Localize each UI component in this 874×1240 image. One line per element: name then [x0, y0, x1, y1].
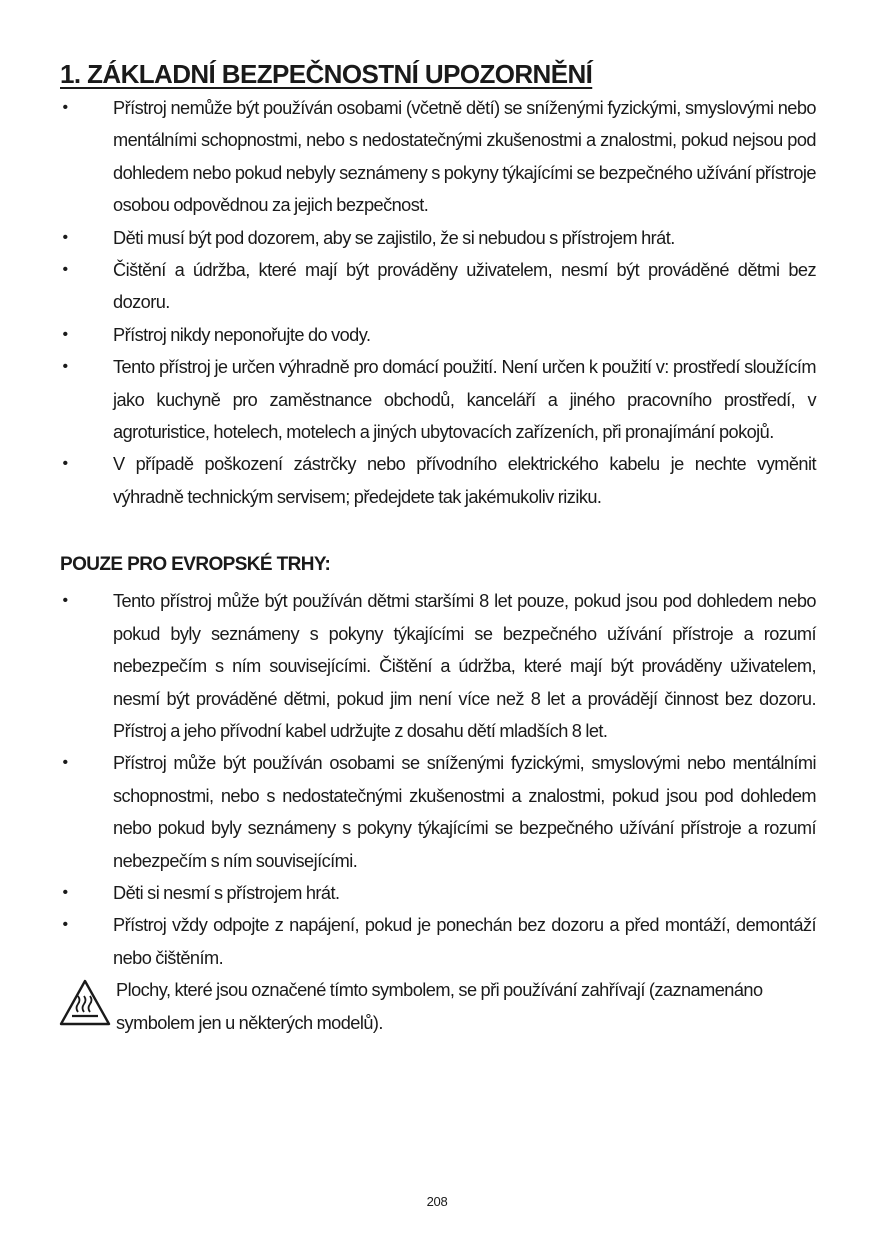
bullet: •	[62, 228, 68, 246]
list-item-text: Čištění a údržba, které mají být prováděny uživatelem, nesmí být prováděné dětmi bez dozoru.	[113, 260, 816, 313]
list-item	[60, 448, 816, 513]
hot-surface-note-text: Plochy, které jsou označené tímto symbolem, se při používání zahřívají (zaznamenáno symbolem jen u některých modelů).	[116, 980, 763, 1033]
page-number: 208	[426, 1194, 448, 1209]
general-safety-list	[60, 92, 816, 513]
list-item-text: Děti musí být pod dozorem, aby se zajistilo, že si nebudou s přístrojem hrát.	[113, 227, 675, 248]
bullet: •	[62, 754, 68, 772]
bullet: •	[62, 916, 68, 934]
hot-surface-warning-icon	[58, 978, 112, 1028]
list-item	[60, 351, 816, 448]
list-item	[60, 254, 816, 319]
eu-markets-title: POUZE PRO EVROPSKÉ TRHY:	[60, 554, 331, 576]
eu-safety-list	[60, 585, 816, 974]
list-item	[60, 222, 816, 254]
section-title: 1. ZÁKLADNÍ BEZPEČNOSTNÍ UPOZORNĚNÍ	[60, 59, 593, 89]
list-item-text: Děti si nesmí s přístrojem hrát.	[113, 882, 340, 903]
bullet: •	[62, 261, 68, 279]
bullet: •	[62, 592, 68, 610]
document-page	[60, 56, 816, 1039]
list-item-text: Přístroj nemůže být používán osobami (včetně dětí) se sníženými fyzickými, smyslovými nebo mentálními schopnostmi, nebo s nedostatečnými zkušenostmi a znalostmi, pokud nejsou pod dohledem nebo pokud nebyly seznámeny s pokyny týkajícími se bezpečného užívání přístroje osobou odpovědnou za jejich bezpečnost.	[113, 98, 816, 216]
list-item	[60, 92, 816, 222]
list-item	[60, 877, 816, 909]
list-item-text: Přístroj vždy odpojte z napájení, pokud je ponechán bez dozoru a před montáží, demontáží nebo čištěním.	[113, 915, 816, 968]
list-item-text: V případě poškození zástrčky nebo přívodního elektrického kabelu je nechte vyměnit výhradně technickým servisem; předejdete tak jakémukoliv riziku.	[113, 454, 816, 507]
list-item	[60, 909, 816, 974]
list-item-text: Tento přístroj může být používán dětmi staršími 8 let pouze, pokud jsou pod dohledem nebo pokud byly seznámeny s pokyny týkajícími se bezpečného užívání přístroje a rozumí nebezpečím s ním souvisejícími. Čištění a údržba, které mají být prováděny uživatelem, nesmí být prováděné dětmi, pokud jim není více než 8 let a provádějí činnost bez dozoru. Přístroj a jeho přívodní kabel udržujte z dosahu dětí mladších 8 let.	[113, 591, 816, 741]
list-item-text: Tento přístroj je určen výhradně pro domácí použití. Není určen k použití v: prostředí sloužícím jako kuchyně pro zaměstnance obchodů, kanceláří a jiného pracovního prostředí, v agroturistice, hotelech, motelech a jiných ubytovacích zařízeních, při pronajímání pokojů.	[113, 357, 816, 443]
bullet: •	[62, 325, 68, 343]
list-item-text: Přístroj může být používán osobami se sníženými fyzickými, smyslovými nebo mentálními schopnostmi, nebo s nedostatečnými zkušenostmi a znalostmi, pokud jsou pod dohledem nebo pokud byly seznámeny s pokyny týkajícími se bezpečného užívání přístroje a rozumí nebezpečím s ním souvisejícími.	[113, 753, 816, 871]
bullet: •	[62, 99, 68, 116]
list-item-text: Přístroj nikdy neponořujte do vody.	[113, 324, 371, 345]
bullet: •	[62, 455, 68, 473]
bullet: •	[62, 358, 68, 376]
list-item	[60, 319, 816, 351]
list-item	[60, 747, 816, 877]
list-item	[60, 585, 816, 747]
bullet: •	[62, 883, 68, 901]
hot-surface-note	[60, 974, 816, 1039]
